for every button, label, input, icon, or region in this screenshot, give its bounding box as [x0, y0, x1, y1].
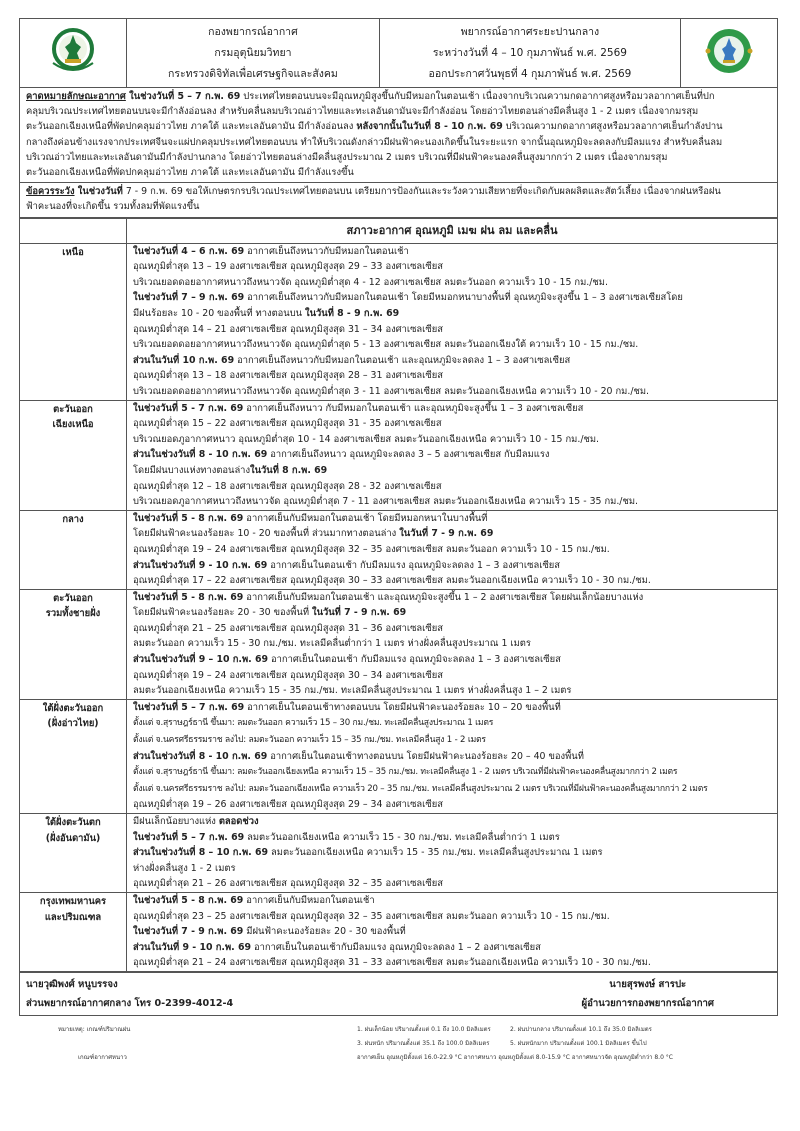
- forecast-line: [133, 259, 771, 275]
- text: ตั้งแต่ จ.นครศรีธรรมราช ลงไป: ลมตะวันออกเฉียงเหนือ ความเร็ว 20 – 35 กม./ชม. ทะเลมีคลื่นสูงประมาณ 2 เมตร บริเวณที่มีฝนฟ้าคะนองคลื่นสูงมากกว่า 2 เมตร: [133, 783, 708, 794]
- cold-criteria-label: เกณฑ์อากาศหนาว: [78, 1054, 127, 1061]
- region-name: [20, 699, 127, 813]
- outlook-text: [26, 89, 771, 180]
- text: บริเวณยอดดอยอากาศหนาวถึงหนาวจัด อุณหภูมิต่ำสุด 4 - 12 องศาเซลเซียส ลมตะวันออก ความเร็ว 10 - 15 กม./ชม.: [133, 276, 608, 288]
- outlook-line: [26, 104, 771, 119]
- forecast-line: [133, 814, 771, 830]
- bold-text: ในช่วงวันที่ 5 – 7 ก.พ. 69: [125, 91, 241, 102]
- bold-text: ในวันที่ 8 ก.พ. 69: [250, 464, 328, 476]
- signature-right: [399, 972, 778, 1015]
- text: ฟ้าคะนองที่จะเกิดขึ้น รวมทั้งลมที่พัดแรงขึ้น: [26, 201, 200, 213]
- bold-text: ในช่วงวันที่ 5 - 7 ก.พ. 69: [133, 402, 244, 414]
- forecast-document: [19, 18, 778, 1016]
- bold-text: หลังจากนั้นในวันที่ 8 - 10 ก.พ. 69: [356, 121, 503, 133]
- outlook-line: [26, 150, 771, 165]
- forecast-line: [133, 924, 771, 940]
- text: ตั้งแต่ จ.สุราษฎร์ธานี ขึ้นมา: ลมตะวันออกเฉียงเหนือ ความเร็ว 15 – 35 กม./ชม. ทะเลมีคลื่นสูง 1 - 2 เมตร บริเวณที่มีฝนฟ้าคะนองคลื่นสูงมากกว่า 2 เมตร: [133, 767, 678, 778]
- forecast-line: [133, 558, 771, 574]
- forecast-line: [133, 542, 771, 558]
- region-forecast: [127, 892, 778, 971]
- region-name: [20, 892, 127, 971]
- bold-text: ตลอดช่วง: [218, 816, 259, 827]
- text: โดยมีฝนฟ้าคะนองร้อยละ 20 - 30 ของพื้นที่: [133, 607, 312, 619]
- outlook-line: [26, 135, 771, 150]
- forecast-line: [133, 876, 771, 892]
- right-logo-cell: [681, 19, 778, 88]
- region-name-line: รวมทั้งชายฝั่ง: [45, 608, 101, 620]
- forecast-line: [133, 384, 771, 400]
- text: อุณหภูมิต่ำสุด 15 – 22 องศาเซลเซียส อุณหภูมิสูงสุด 31 - 35 องศาเซลเซียส: [133, 418, 442, 430]
- forecast-line: [133, 306, 771, 322]
- forecast-line: [133, 337, 771, 353]
- caution-section: [19, 183, 778, 217]
- text: อุณหภูมิต่ำสุด 17 – 22 องศาเซลเซียส อุณหภูมิสูงสุด 30 – 33 องศาเซลเซียส ลมตะวันออกเฉียงเหนือ ความเร็ว 10 - 30 กม./ชม.: [133, 575, 651, 587]
- region-name-line: และปริมณฑล: [44, 911, 102, 923]
- forecast-line: [133, 893, 771, 909]
- outlook-line: [26, 89, 771, 104]
- text: อุณหภูมิต่ำสุด 23 – 25 องศาเซลเซียส อุณหภูมิสูงสุด 32 – 35 องศาเซลเซียส ลมตะวันออก ความเร็ว 10 - 15 กม./ชม.: [133, 910, 610, 922]
- forecast-line: [133, 401, 771, 417]
- forecast-line: [133, 368, 771, 384]
- bold-text: ในช่วงวันที่ 5 - 8 ก.พ. 69: [133, 591, 244, 603]
- text: อุณหภูมิต่ำสุด 19 – 24 องศาเซลเซียส อุณหภูมิสูงสุด 30 – 34 องศาเซลเซียส: [133, 669, 443, 681]
- agency-block: [127, 19, 380, 88]
- forecast-line: [133, 940, 771, 956]
- forecast-line: [133, 955, 771, 971]
- text: อุณหภูมิต่ำสุด 14 – 21 องศาเซลเซียส อุณหภูมิสูงสุด 31 – 34 องศาเซลเซียส: [133, 323, 443, 335]
- forecast-line: [133, 781, 771, 798]
- text: อุณหภูมิต่ำสุด 21 – 25 องศาเซลเซียส อุณหภูมิสูงสุด 31 – 36 องศาเซลเซียส: [133, 622, 443, 634]
- region-name: [20, 510, 127, 589]
- forecast-line: [133, 845, 771, 861]
- forecast-line: [133, 652, 771, 668]
- text: อุณหภูมิต่ำสุด 12 – 18 องศาเซลเซียส อุณหภูมิสูงสุด 28 - 32 องศาเซลเซียส: [133, 480, 442, 492]
- table-title-row: [20, 218, 778, 243]
- cold-criteria-text: อากาศเย็น อุณหภูมิตั้งแต่ 16.0-22.9 °C อากาศหนาว อุณหภูมิตั้งแต่ 8.0-15.9 °C อากาศหนาวจัด อุณหภูมิต่ำกว่า 8.0 °C: [357, 1054, 673, 1061]
- region-row: [20, 589, 778, 699]
- region-forecast: [127, 243, 778, 400]
- forecast-title: พยากรณ์อากาศระยะปานกลาง: [460, 25, 600, 38]
- text: บริเวณยอดดอยอากาศหนาวถึงหนาวจัด อุณหภูมิต่ำสุด 3 - 11 องศาเซลเซียส ลมตะวันออกเฉียงเหนือ ความเร็ว 10 - 20 กม./ชม.: [133, 385, 650, 397]
- agency-division: กองพยากรณ์อากาศ: [208, 25, 298, 38]
- forecast-line: [133, 700, 771, 716]
- text: อากาศเย็นในตอนเช้าทางตอนบน โดยมีฝนฟ้าคะนองร้อยละ 20 – 40 ของพื้นที่: [267, 750, 584, 762]
- bold-text: ในวันที่ 8 - 9 ก.พ. 69: [305, 308, 400, 319]
- region-name-line: เฉียงเหนือ: [52, 419, 94, 431]
- text: ลมตะวันออกเฉียงเหนือ ความเร็ว 15 - 35 กม./ชม. ทะเลมีคลื่นสูงประมาณ 1 เมตร ห่างฝั่งคลื่นสูง 1 – 2 เมตร: [133, 685, 572, 697]
- header-table: [19, 18, 778, 88]
- forecast-line: [133, 749, 771, 765]
- signature-left: [20, 972, 399, 1015]
- text: ประเทศไทยตอนบนจะมีอุณหภูมิสูงขึ้นกับมีหมอกในตอนเช้า เนื่องจากบริเวณความกดอากาศสูงหรือมวลอากาศเย็นที่ปก: [240, 91, 715, 102]
- rain-criteria-2: 2. ฝนปานกลาง ปริมาณตั้งแต่ 10.1 ถึง 35.0 มิลลิเมตร: [510, 1026, 652, 1033]
- text: อากาศเย็นในตอนเช้า กับมีลมแรง อุณหภูมิจะลดลง 1 – 3 องศาเซลเซียส: [267, 559, 561, 571]
- region-row: [20, 243, 778, 400]
- forecast-line: [133, 322, 771, 338]
- rain-criteria-3: 3. ฝนหนัก ปริมาณตั้งแต่ 35.1 ถึง 100.0 มิลลิเมตร: [357, 1040, 490, 1047]
- text: อากาศเย็นถึงหนาว กับมีหมอกในตอนเช้า และอุณหภูมิจะสูงขึ้น 1 – 3 องศาเซลเซียส: [243, 402, 584, 414]
- region-name-line: (ฝั่งอ่าวไทย): [47, 718, 99, 730]
- text: มีฝนร้อยละ 10 - 20 ของพื้นที่ ทางตอนบน: [133, 308, 306, 319]
- region-name-line: ตะวันออก: [53, 403, 93, 415]
- forecast-line: [133, 732, 771, 749]
- forecast-line: [133, 526, 771, 542]
- bold-text: ในวันที่ 7 - 9 ก.พ. 69: [399, 528, 494, 540]
- text: โดยมีฝนบางแห่งทางตอนล่าง: [133, 464, 251, 476]
- bold-text: ส่วนในช่วงวันที่ 8 – 10 ก.พ. 69: [133, 847, 269, 859]
- region-forecast: [127, 400, 778, 510]
- region-row: [20, 892, 778, 971]
- text: ลมตะวันออกเฉียงเหนือ ความเร็ว 15 - 30 กม./ชม. ทะเลมีคลื่นต่ำกว่า 1 เมตร: [244, 831, 560, 843]
- bold-text: ในช่วงวันที่ 5 – 7 ก.พ. 69: [133, 831, 245, 843]
- text: อากาศเย็นถึงหนาวกับมีหมอกในตอนเช้า โดยมีหมอกหนาบางพื้นที่ อุณหภูมิจะสูงขึ้น 1 – 3 องศาเซลเซียสโดย: [244, 292, 683, 304]
- forecast-line: [133, 636, 771, 652]
- forecast-line: [133, 416, 771, 432]
- director-name: นายสุรพงษ์ สารปะ: [609, 978, 687, 990]
- text: ลมตะวันออกเฉียงเหนือ ความเร็ว 15 - 35 กม./ชม. ทะเลมีคลื่นสูงประมาณ 1 เมตร: [268, 847, 603, 859]
- text: บริเวณยอดภูอากาศหนาวถึงหนาวจัด อุณหภูมิต่ำสุด 7 - 11 องศาเซลเซียส ลมตะวันออกเฉียงเหนือ ความเร็ว 15 - 35 กม./ชม.: [133, 496, 638, 508]
- region-name: [20, 814, 127, 893]
- forecast-line: [133, 909, 771, 925]
- bold-text: ในช่วงวันที่ 5 - 8 ก.พ. 69: [133, 894, 244, 906]
- region-forecast: [127, 814, 778, 893]
- forecast-line: [133, 764, 771, 781]
- region-name-line: ใต้ฝั่งตะวันออก: [42, 702, 104, 714]
- bold-text: ในวันที่ 7 - 9 ก.พ. 69: [312, 607, 407, 619]
- bold-text: ส่วนในช่วงวันที่ 9 – 10 ก.พ. 69: [133, 654, 269, 666]
- region-row: [20, 510, 778, 589]
- caution-text: [26, 184, 771, 214]
- text: อุณหภูมิต่ำสุด 21 – 26 องศาเซลเซียส อุณหภูมิสูงสุด 32 – 35 องศาเซลเซียส: [133, 878, 443, 890]
- bold-text: ในช่วงวันที่ 4 – 6 ก.พ. 69: [133, 245, 245, 257]
- forecast-period: ระหว่างวันที่ 4 – 10 กุมภาพันธ์ พ.ศ. 2569: [432, 46, 627, 59]
- text: อากาศเย็นกับมีหมอกในตอนเช้า: [243, 894, 375, 906]
- forecast-line: [133, 432, 771, 448]
- region-name-line: ใต้ฝั่งตะวันตก: [45, 817, 101, 828]
- forecast-line: [133, 463, 771, 479]
- text: อุณหภูมิต่ำสุด 13 – 18 องศาเซลเซียส อุณหภูมิสูงสุด 28 – 31 องศาเซลเซียส: [133, 370, 443, 382]
- forecast-line: [133, 275, 771, 291]
- forecast-line: [133, 797, 771, 813]
- text: อากาศเย็นกับมีหมอกในตอนเช้า โดยมีหมอกหนาในบางพื้นที่: [243, 512, 488, 524]
- ministry-seal-icon: [704, 26, 754, 76]
- forecast-line: [133, 683, 771, 699]
- text: อากาศเย็นในตอนเช้า กับมีลมแรง อุณหภูมิจะลดลง 1 – 3 องศาเซลเซียส: [268, 654, 561, 666]
- bold-text: ส่วนในวันที่ 10 ก.พ. 69: [133, 354, 235, 366]
- bold-text: ในช่วงวันที่ 5 - 8 ก.พ. 69: [133, 512, 244, 524]
- caution-label: ข้อควรระวัง: [26, 186, 75, 198]
- text: บริเวณอ่าวไทยและทะเลอันดามันมีกำลังปานกลาง โดยอ่าวไทยตอนล่างมีคลื่นสูงประมาณ 2 เมตร บริเวณที่มีฝนฟ้าคะนองคลื่นสูงมากกว่า 2 เมตร เนื่องจากมรสุม: [26, 151, 668, 163]
- forecast-line: [133, 830, 771, 846]
- text: ตั้งแต่ จ.สุราษฎร์ธานี ขึ้นมา: ลมตะวันออก ความเร็ว 15 – 30 กม./ชม. ทะเลมีคลื่นสูงประมาณ 1 เมตร: [133, 718, 494, 729]
- region-forecast: [127, 699, 778, 813]
- region-row: [20, 400, 778, 510]
- text: อากาศเย็นถึงหนาวกับมีหมอกในตอนเช้า: [244, 245, 409, 257]
- text: บริเวณยอดภูอากาศหนาว อุณหภูมิต่ำสุด 10 - 14 องศาเซลเซียส ลมตะวันออกเฉียงเหนือ ความเร็ว 10 - 15 กม./ชม.: [133, 433, 600, 445]
- region-name-line: (ฝั่งอันดามัน): [45, 832, 101, 844]
- forecast-title-block: [379, 19, 680, 88]
- regional-forecast-table: [19, 218, 778, 972]
- signature-table: [19, 972, 778, 1016]
- region-forecast: [127, 589, 778, 699]
- region-name-line: ตะวันออก: [53, 592, 93, 604]
- region-name-line: กลาง: [62, 513, 84, 525]
- rain-criteria-label: หมายเหตุ: เกณฑ์ปริมาณฝน: [58, 1026, 131, 1033]
- region-name: [20, 243, 127, 400]
- text: บริเวณความกดอากาศสูงหรือมวลอากาศเย็นกำลังปาน: [502, 121, 723, 133]
- text: ห่างฝั่งคลื่นสูง 1 - 2 เมตร: [133, 862, 236, 874]
- bold-text: ในช่วงวันที่ 7 - 9 ก.พ. 69: [133, 926, 244, 938]
- forecast-line: [133, 861, 771, 877]
- forecast-line: [133, 668, 771, 684]
- text: มีฝนเล็กน้อยบางแห่ง: [133, 816, 219, 827]
- forecast-line: [133, 447, 771, 463]
- text: อุณหภูมิต่ำสุด 19 – 24 องศาเซลเซียส อุณหภูมิสูงสุด 32 – 35 องศาเซลเซียส ลมตะวันออก ความเร็ว 10 - 15 กม./ชม.: [133, 543, 610, 555]
- region-row: [20, 814, 778, 893]
- text: มีฝนฟ้าคะนองร้อยละ 20 - 30 ของพื้นที่: [243, 926, 406, 938]
- bold-text: ส่วนในช่วงวันที่ 8 - 10 ก.พ. 69: [133, 750, 268, 762]
- text: อุณหภูมิต่ำสุด 19 – 26 องศาเซลเซียส อุณหภูมิสูงสุด 29 – 34 องศาเซลเซียส: [133, 799, 443, 811]
- forecast-line: [133, 290, 771, 306]
- bold-text: ในช่วงวันที่ 7 – 9 ก.พ. 69: [133, 292, 245, 304]
- forecast-line: [133, 494, 771, 510]
- text: บริเวณยอดดอยอากาศหนาวถึงหนาวจัด อุณหภูมิต่ำสุด 5 - 13 องศาเซลเซียส ลมตะวันออกเฉียงใต้ ความเร็ว 10 - 15 กม./ชม.: [133, 339, 639, 351]
- table-title: สภาวะอากาศ อุณหภูมิ เมฆ ฝน ลม และคลื่น: [127, 218, 778, 243]
- text: ตะวันออกเฉียงเหนือที่พัดปกคลุมอ่าวไทย ภาคใต้ และทะเลอันดามัน มีกำลังอ่อนลง: [26, 121, 357, 133]
- bold-text: ในช่วงวันที่: [74, 186, 123, 198]
- region-header-cell: [20, 218, 127, 243]
- agency-department: กรมอุตุนิยมวิทยา: [214, 46, 292, 59]
- outlook-section: [19, 88, 778, 183]
- issue-date: ออกประกาศวันพุธที่ 4 กุมภาพันธ์ พ.ศ. 2569: [428, 67, 632, 80]
- caution-line: [26, 199, 771, 214]
- text: อากาศเย็นถึงหนาว อุณหภูมิจะลดลง 3 – 5 องศาเซลเซียส กับมีลมแรง: [267, 449, 550, 461]
- agency-ministry: กระทรวงดิจิทัลเพื่อเศรษฐกิจและสังคม: [168, 67, 338, 80]
- text: คลุมบริเวณประเทศไทยตอนบนจะมีกำลังอ่อนลง สำหรับคลื่นลมบริเวณอ่าวไทยและทะเลอันดามันจะมีกำลังอ่อน โดยอ่าวไทยตอนล่างมีคลื่นสูง 1 - 2 เมตร เนื่องจากมรสุม: [26, 106, 699, 118]
- region-name-line: เหนือ: [62, 246, 84, 258]
- text: โดยมีฝนฟ้าคะนองร้อยละ 10 - 20 ของพื้นที่ ส่วนมากทางตอนล่าง: [133, 528, 400, 540]
- bold-text: ส่วนในช่วงวันที่ 8 - 10 ก.พ. 69: [133, 449, 268, 461]
- forecast-line: [133, 621, 771, 637]
- text: ตะวันออกเฉียงเหนือที่พัดปกคลุมอ่าวไทย ภาคใต้ และทะเลอันดามัน มีกำลังแรงขึ้น: [26, 167, 354, 179]
- text: 7 - 9 ก.พ. 69 ขอให้เกษตรกรบริเวณประเทศไทยตอนบน เตรียมการป้องกันและระวังความเสียหายที่จะเกิดกับผลผลิตและสัตว์เลี้ยง เนื่องจากฝนหรือฝน: [122, 186, 721, 198]
- text: อากาศเย็นกับมีหมอกในตอนเช้า และอุณหภูมิจะสูงขึ้น 1 – 2 องศาเซลเซียส โดยฝนเล็กน้อยบางแห่ง: [243, 591, 644, 603]
- text: อุณหภูมิต่ำสุด 13 – 19 องศาเซลเซียส อุณหภูมิสูงสุด 29 – 33 องศาเซลเซียส: [133, 261, 443, 273]
- forecast-line: [133, 479, 771, 495]
- text: อุณหภูมิต่ำสุด 21 – 24 องศาเซลเซียส อุณหภูมิสูงสุด 31 – 33 องศาเซลเซียส ลมตะวันออกเฉียงเหนือ ความเร็ว 10 - 30 กม./ชม.: [133, 957, 651, 969]
- prepared-by-unit: ส่วนพยากรณ์อากาศกลาง โทร 0-2399-4012-4: [26, 997, 234, 1009]
- region-name-line: กรุงเทพมหานคร: [39, 895, 107, 907]
- caution-line: [26, 184, 771, 199]
- region-row: [20, 699, 778, 813]
- bold-text: ส่วนในช่วงวันที่ 9 - 10 ก.พ. 69: [133, 559, 268, 571]
- text: อากาศเย็นในตอนเช้ากับมีลมแรง อุณหภูมิจะลดลง 1 – 2 องศาเซลเซียส: [251, 941, 541, 953]
- forecast-line: [133, 573, 771, 589]
- bold-text: ส่วนในวันที่ 9 - 10 ก.พ. 69: [133, 941, 252, 953]
- text: ตั้งแต่ จ.นครศรีธรรมราช ลงไป: ลมตะวันออก ความเร็ว 15 – 35 กม./ชม. ทะเลมีคลื่นสูง 1 - 2 เมตร: [133, 735, 486, 746]
- text: กลางถึงค่อนข้างแรงจากประเทศจีนจะแผ่ปกคลุมประเทศไทยตอนบน ทำให้บริเวณดังกล่าวมีฝนฟ้าคะนองเกิดขึ้นในระยะแรก จากนั้นอุณหภูมิจะลดลงกับมีลมแรง สำหรับคลื่นลม: [26, 136, 723, 148]
- director-title: ผู้อำนวยการกองพยากรณ์อากาศ: [581, 997, 715, 1009]
- tmd-emblem-icon: [43, 21, 103, 81]
- region-name: [20, 589, 127, 699]
- forecast-line: [133, 605, 771, 621]
- outlook-line: [26, 119, 771, 134]
- region-name: [20, 400, 127, 510]
- text: อากาศเย็นถึงหนาวกับมีหมอกในตอนเช้า และอุณหภูมิจะลดลง 1 – 3 องศาเซลเซียส: [234, 354, 571, 366]
- forecast-line: [133, 511, 771, 527]
- forecast-line: [133, 244, 771, 260]
- left-logo-cell: [20, 19, 127, 88]
- outlook-label: คาดหมายลักษณะอากาศ: [26, 91, 126, 102]
- bold-text: ในช่วงวันที่ 5 – 7 ก.พ. 69: [133, 701, 245, 713]
- outlook-line: [26, 165, 771, 180]
- rain-criteria-5: 5. ฝนหนักมาก ปริมาณตั้งแต่ 100.1 มิลลิเมตร ขึ้นไป: [510, 1040, 647, 1047]
- text: อากาศเย็นในตอนเช้าทางตอนบน โดยมีฝนฟ้าคะนองร้อยละ 10 – 20 ของพื้นที่: [244, 701, 561, 713]
- text: ลมตะวันออก ความเร็ว 15 - 30 กม./ชม. ทะเลมีคลื่นต่ำกว่า 1 เมตร ห่างฝั่งคลื่นสูงประมาณ 1 เมตร: [133, 638, 531, 650]
- forecast-line: [133, 353, 771, 369]
- region-forecast: [127, 510, 778, 589]
- forecast-line: [133, 715, 771, 732]
- prepared-by-name: นายวุฒิพงศ์ หนูบรรจง: [26, 978, 118, 990]
- rain-criteria-1: 1. ฝนเล็กน้อย ปริมาณตั้งแต่ 0.1 ถึง 10.0 มิลลิเมตร: [357, 1026, 491, 1033]
- forecast-line: [133, 590, 771, 606]
